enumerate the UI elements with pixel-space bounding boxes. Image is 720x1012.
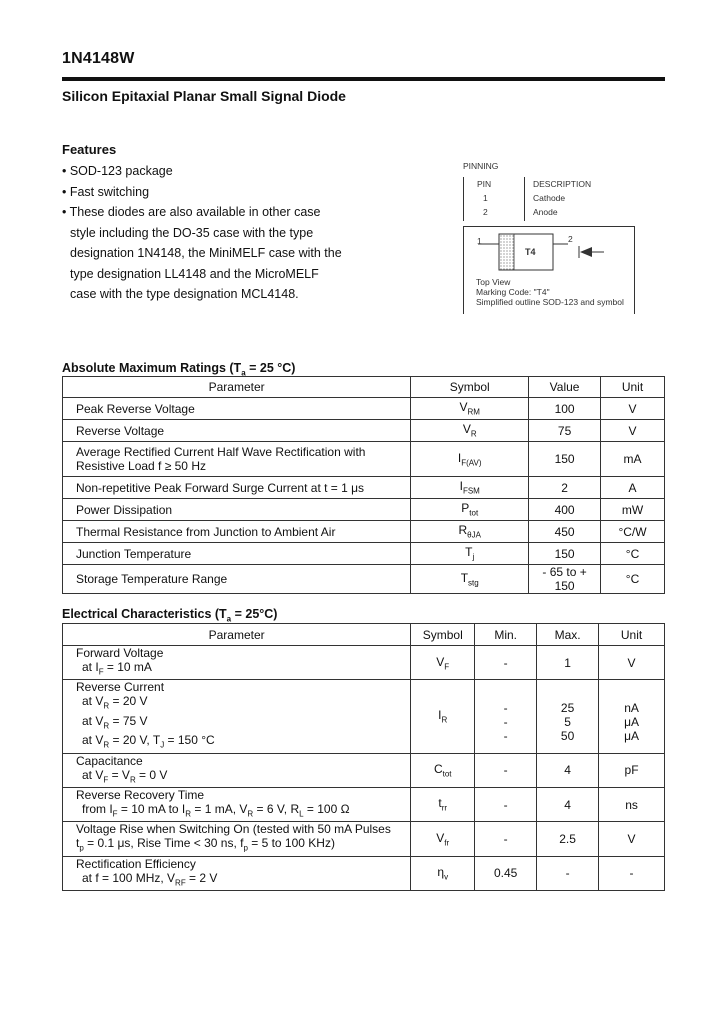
- pin-description: Anode: [533, 207, 558, 217]
- ec-heading: Electrical Characteristics $(T_a = 25^\circ C)$: [62, 607, 278, 624]
- pin-number: 1: [483, 193, 488, 203]
- feature-continuation: type designation LL4148 and the MicroMELF: [70, 266, 319, 281]
- page-title: Silicon Epitaxial Planar Small Signal Diode: [62, 88, 346, 104]
- table-row: Reverse Recovery Time from $I_F = 10$ mA to $I_R = 1$ mA, $V_R = 6$ V, $R_L = 100$ Ω $t_{rr}$ - 4 ns: [63, 787, 665, 821]
- marking-label: T4: [525, 247, 536, 257]
- pin-number: 2: [483, 207, 488, 217]
- table-row: Forward Voltage at $I_F = 10$ mA $V_F$ - 1 V: [63, 646, 665, 680]
- table-row: Junction Temperature $T_j$ 150 °C: [63, 543, 665, 565]
- pinning-title: PINNING: [463, 161, 499, 171]
- column-header: Parameter: [63, 377, 411, 398]
- column-header: Unit: [599, 624, 665, 646]
- top-view-label: Top View: [476, 277, 511, 287]
- part-number: 1N4148W: [62, 50, 135, 67]
- table-row: Rectification Efficiency at f = 100 MHz, $V_{RF} = 2$ V $\eta_v$ 0.45 - -: [63, 856, 665, 890]
- table-row: Storage Temperature Range $T_{stg}$ - 65 to + 150 °C: [63, 565, 665, 594]
- table-row: Power Dissipation $P_{tot}$ 400 mW: [63, 499, 665, 521]
- table-row: Average Rectified Current Half Wave Rectification with Resistive Load f ≥ 50 Hz $I_{F(AV)}$ 150 mA: [63, 442, 665, 477]
- feature-item: • Fast switching: [62, 184, 150, 199]
- column-header: Symbol: [411, 377, 529, 398]
- table-row: Voltage Rise when Switching On (tested with 50 mA Pulses $t_p = 0.1$ μs, Rise Time < 30 ns, $f_p = 5$ to 100 KHz) $V_{fr}$ - 2.5 V: [63, 822, 665, 856]
- table-row: Thermal Resistance from Junction to Ambient Air $R_{\theta JA}$ 450 °C/W: [63, 521, 665, 543]
- marking-code-label: Marking Code: "T4": [476, 287, 550, 297]
- column-header: Unit: [601, 377, 665, 398]
- package-diagram: [463, 226, 635, 314]
- absolute-max-ratings-table: [62, 376, 665, 594]
- column-header: Max.: [537, 624, 599, 646]
- column-header: Symbol: [411, 624, 475, 646]
- pin-1-label: 1: [477, 236, 482, 246]
- feature-continuation: style including the DO-35 case with the type: [70, 225, 314, 240]
- description-column-header: DESCRIPTION: [533, 179, 592, 189]
- column-header: Min.: [475, 624, 537, 646]
- feature-item: • SOD-123 package: [62, 164, 173, 178]
- feature-continuation: case with the type designation MCL4148.: [70, 287, 299, 301]
- table-row: Capacitance at $V_F = V_R = 0$ V $C_{tot}$ - 4 pF: [63, 753, 665, 787]
- table-row: Reverse Voltage $V_R$ 75 V: [63, 420, 665, 442]
- amr-heading: Absolute Maximum Ratings ($T_a = 25$ °C): [62, 361, 296, 378]
- pinning-table: [463, 177, 633, 221]
- features-list: [62, 161, 362, 305]
- feature-continuation: designation 1N4148, the MiniMELF case with the: [70, 246, 342, 260]
- header-rule: [62, 77, 665, 81]
- table-row: Peak Reverse Voltage $V_{RM}$ 100 V: [63, 398, 665, 420]
- column-header: Parameter: [63, 624, 411, 646]
- electrical-characteristics-table: [62, 623, 665, 891]
- table-row: Reverse Current at $V_R = 20$ V at $V_R = 75$ V at $V_R = 20$ V, $T_J = 150$ °C $I_R$ - - - 25 5 50 nA μA μA: [63, 680, 665, 753]
- column-header: Value: [529, 377, 601, 398]
- pin-2-label: 2: [568, 234, 573, 244]
- table-row: Non-repetitive Peak Forward Surge Current at t = 1 μs $I_{FSM}$ 2 A: [63, 477, 665, 499]
- features-heading: Features: [62, 142, 117, 157]
- feature-item: • These diodes are also available in other case: [62, 205, 321, 219]
- pin-column-header: PIN: [477, 179, 492, 189]
- pin-description: Cathode: [533, 193, 566, 203]
- outline-caption: Simplified outline SOD-123 and symbol: [476, 297, 624, 307]
